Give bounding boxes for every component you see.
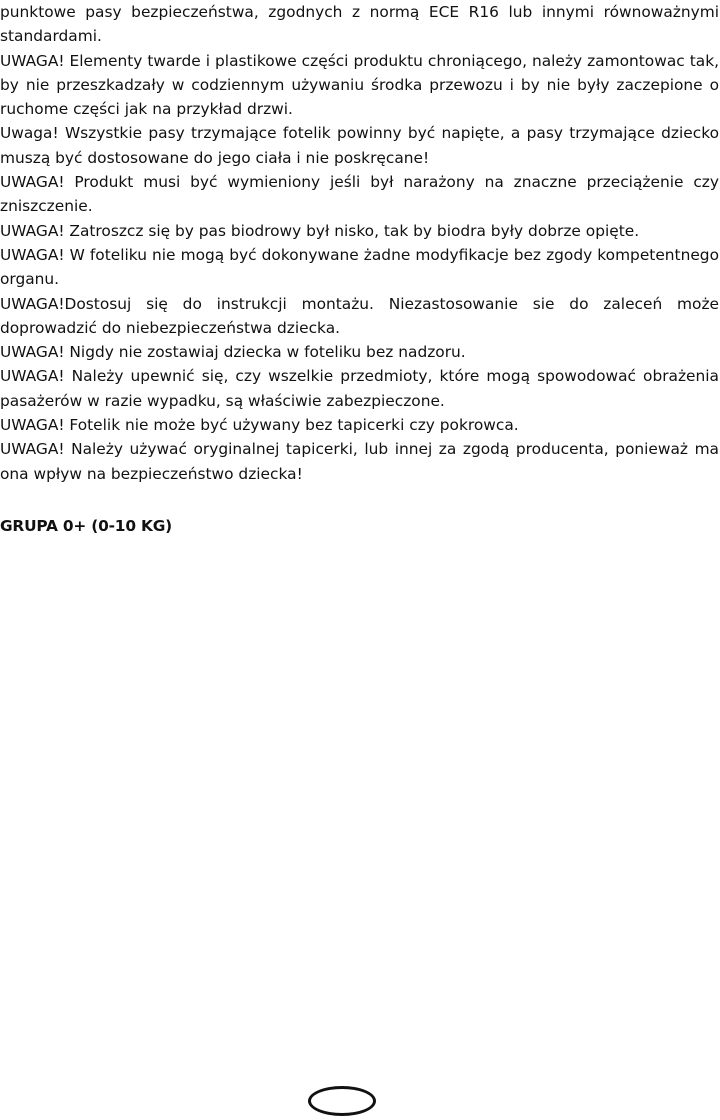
paragraph-warning-original-upholstery: UWAGA! Należy używać oryginalnej tapicerki, lub innej za zgodą producenta, ponieważ ma ona wpływ na bezpieczeństwo dziecka!: [0, 440, 719, 483]
paragraph-warning-lap-belt: UWAGA! Zatroszcz się by pas biodrowy był nisko, tak by biodra były dobrze opięte.: [0, 221, 640, 240]
paragraph-warning-supervision: UWAGA! Nigdy nie zostawiaj dziecka w foteliku bez nadzoru.: [0, 343, 466, 362]
paragraph-warning-secure-objects: UWAGA! Należy upewnić się, czy wszelkie przedmioty, które mogą spowodować obrażenia pasażerów w razie wypadku, są właściwie zabezpieczone.: [0, 367, 719, 410]
paragraph-seatbelt-standard: punktowe pasy bezpieczeństwa, zgodnych z normą ECE R16 lub innymi równoważnymi standardami.: [0, 3, 719, 46]
paragraph-warning-installation: UWAGA!Dostosuj się do instrukcji montażu. Niezastosowanie sie do zaleceń może doprowadzić do niebezpieczeństwa dziecka.: [0, 294, 719, 337]
paragraph-warning-replace-product: UWAGA! Produkt musi być wymieniony jeśli był narażony na znaczne przeciążenie czy zniszczenie.: [0, 173, 719, 216]
page-number-oval: [308, 1086, 376, 1116]
paragraph-warning-hard-parts: UWAGA! Elementy twarde i plastikowe części produktu chroniącego, należy zamontowac tak, by nie przeszkadzały w codziennym używaniu środka przewozu i by nie były zaczepione o ruchome części jak na przykład drzwi.: [0, 51, 719, 119]
warnings-text-block: [0, 0, 720, 539]
paragraph-warning-belts-tensioned: Uwaga! Wszystkie pasy trzymające fotelik powinny być napięte, a pasy trzymające dziecko muszą być dostosowane do jego ciała i nie poskręcane!: [0, 124, 719, 167]
paragraph-warning-upholstery-required: UWAGA! Fotelik nie może być używany bez tapicerki czy pokrowca.: [0, 416, 519, 435]
paragraph-warning-no-modifications: UWAGA! W foteliku nie mogą być dokonywane żadne modyfikacje bez zgody kompetentnego organu.: [0, 245, 719, 289]
section-heading: GRUPA 0+ (0-10 KG): [0, 517, 172, 536]
paragraph-spacer: [0, 486, 719, 510]
